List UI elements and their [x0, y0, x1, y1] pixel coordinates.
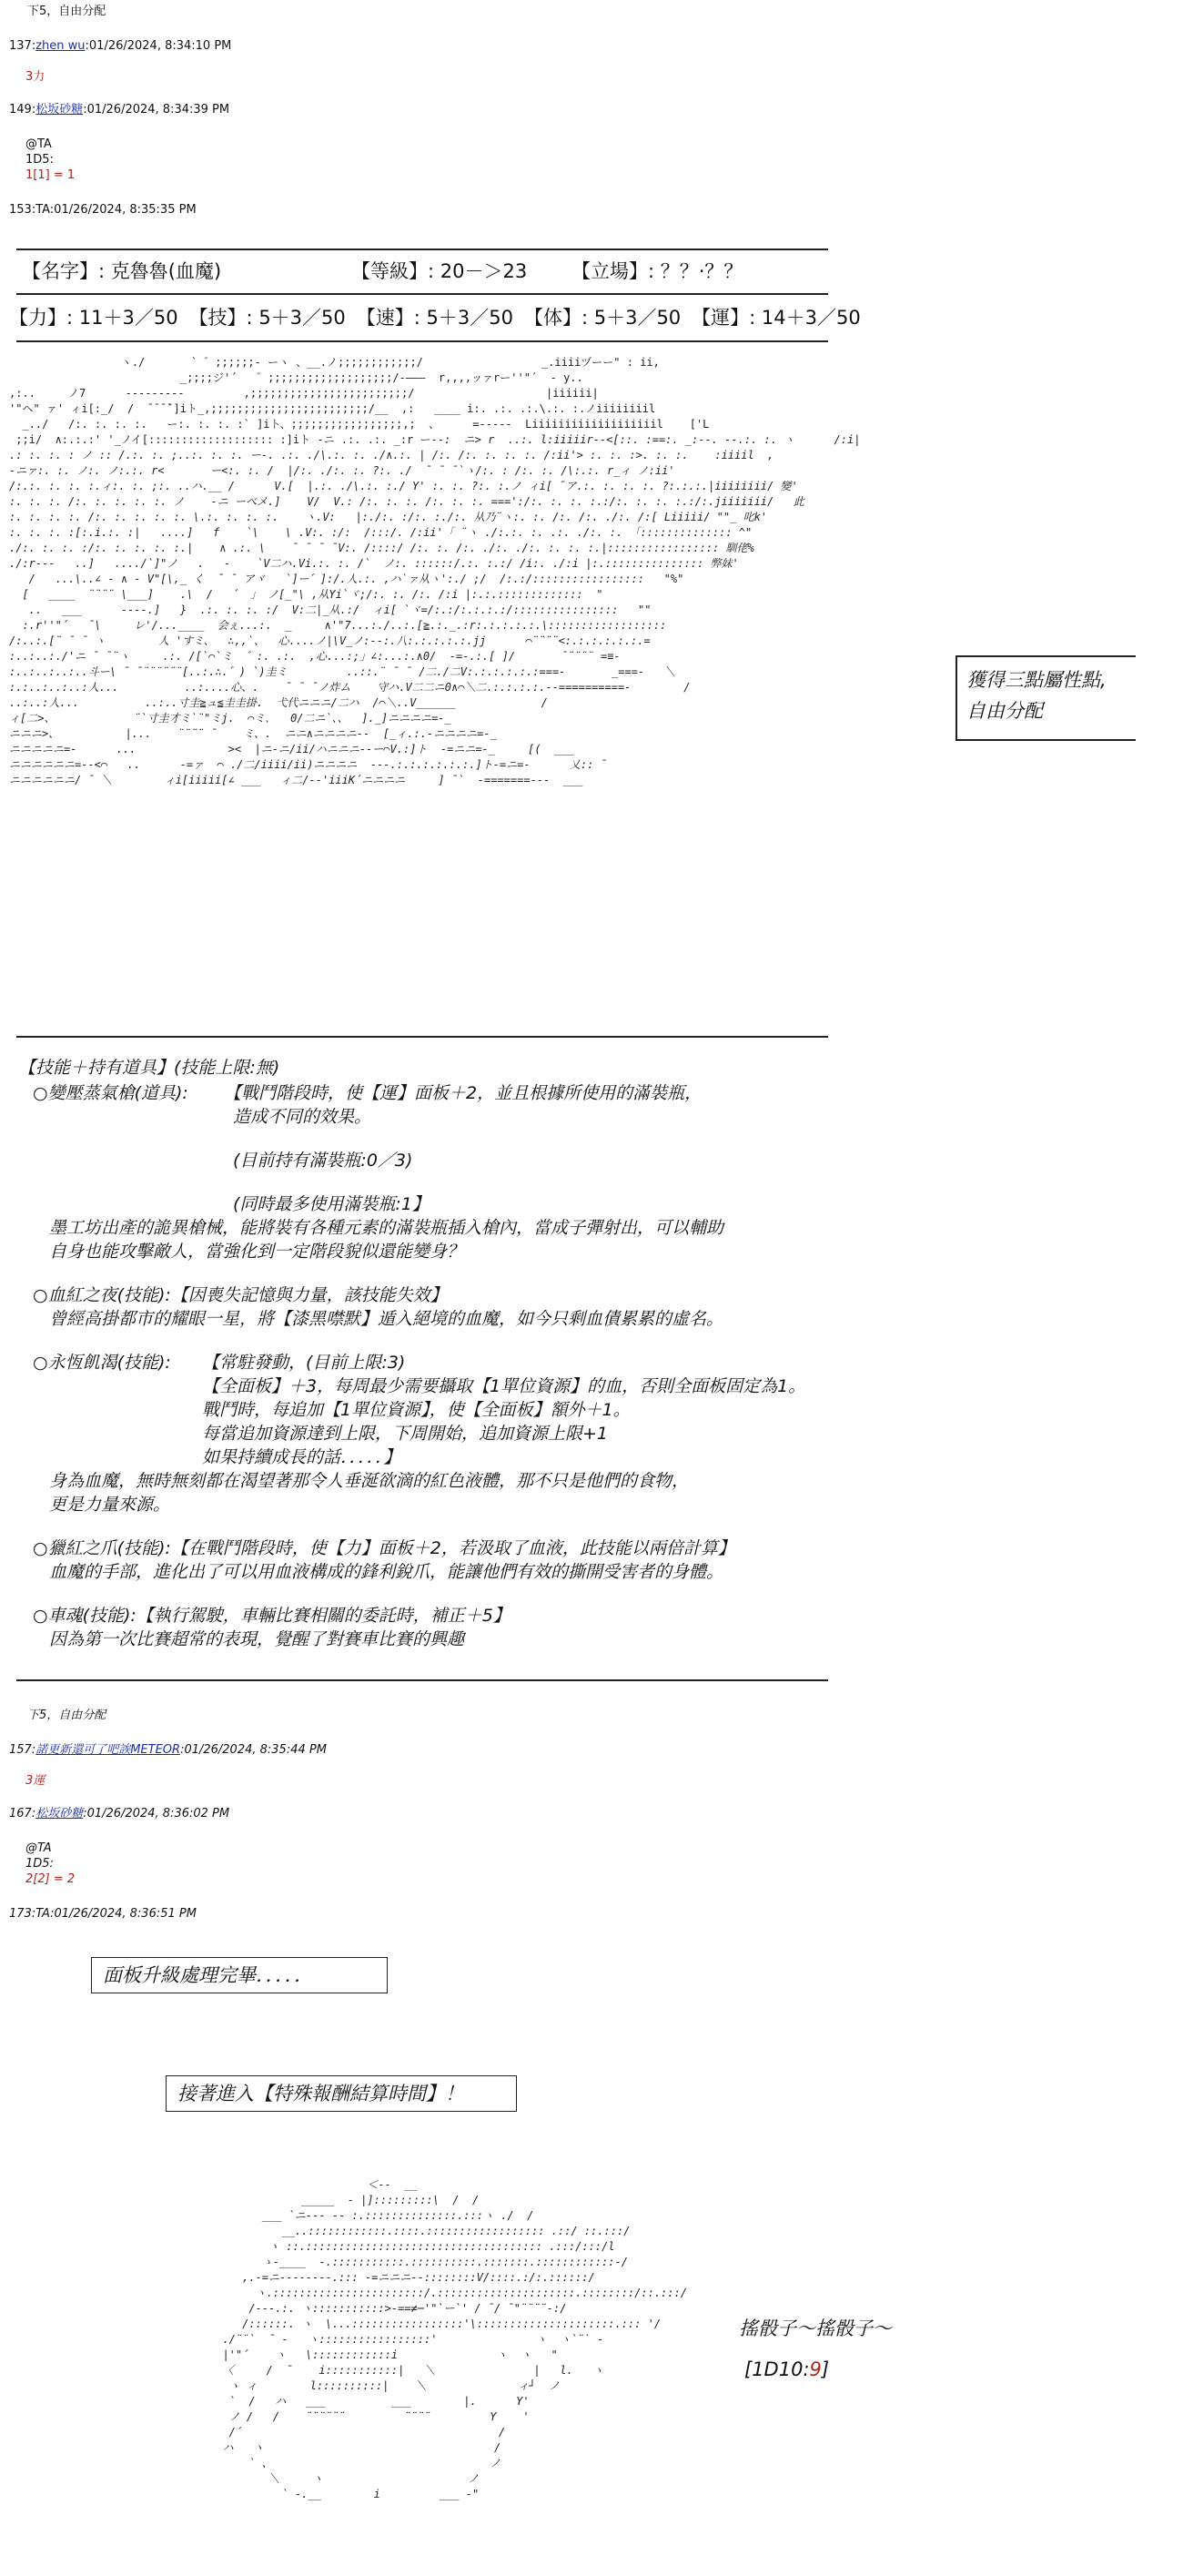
status-row-2	[4, 303, 866, 330]
status-row-1	[16, 257, 748, 284]
post-timestamp: :01/26/2024, 8:36:02 PM	[83, 1807, 230, 1820]
status-mid-border	[16, 293, 828, 295]
stat-luck: 【運】: 14＋3／50	[692, 307, 861, 329]
post-149-header	[9, 102, 229, 117]
post-137-header	[9, 38, 231, 54]
skill-5-desc: 因為第一次比賽超常的表現，覺醒了對賽車比賽的興趣	[49, 1629, 465, 1649]
status-level: 【等級】: 20－＞23	[351, 260, 528, 282]
skill-3-head: ○永恆飢渴(技能):	[33, 1353, 171, 1373]
post-author-link[interactable]: 諾更新還可了吧誒METEOR	[35, 1743, 181, 1757]
stat-tech: 【技】: 5＋3／50	[188, 307, 346, 329]
post-137-body: 3力	[25, 70, 46, 84]
skill-1-effect-l1: 【戰鬥階段時，使【運】面板＋2，並且根據所使用的滿裝瓶，	[224, 1083, 703, 1103]
post-author-link[interactable]: 松坂砂糖	[35, 1807, 84, 1820]
dice-roll-open: [1D10:	[744, 2358, 810, 2380]
post-149-body	[25, 137, 75, 183]
skill-3-effect-l1: 【常駐發動，(目前上限:3)	[202, 1353, 406, 1373]
special-reward-box: 接著進入【特殊報酬結算時間】！	[166, 2075, 517, 2112]
skill-3-effect-l2: 【全面板】＋3，每周最少需要攝取【1單位資源】的血，否則全面板固定為1。	[202, 1376, 806, 1396]
status-name: 【名字】: 克魯魯(血魔)	[22, 260, 222, 282]
dice-result	[25, 167, 75, 183]
post-153-header: 153:TA:01/26/2024, 8:35:35 PM	[9, 203, 197, 217]
post-number: 167:	[9, 1807, 36, 1820]
side-note-top-border	[956, 655, 1136, 657]
dice-result	[25, 1871, 75, 1887]
skill-1-desc-l1: 墨工坊出產的詭異槍械，能將裝有各種元素的滿裝瓶插入槍內，當成子彈射出，可以輔助	[49, 1218, 724, 1238]
dice-label: 1D5:	[25, 153, 54, 167]
skill-3-desc-l2: 更是力量來源。	[49, 1495, 171, 1515]
skill-1-effect-l2: 造成不同的效果。	[233, 1107, 372, 1127]
post-header-top: 下5，自由分配	[27, 5, 106, 18]
status-top-border	[16, 248, 828, 250]
dice-roll-close: ]	[821, 2358, 830, 2380]
post-timestamp: :01/26/2024, 8:34:10 PM	[85, 39, 232, 53]
dice-detail: [1] = 1	[33, 168, 76, 182]
post-timestamp: :01/26/2024, 8:35:44 PM	[180, 1743, 327, 1757]
post-timestamp: :01/26/2024, 8:34:39 PM	[83, 103, 230, 117]
dice-value: 1	[25, 168, 34, 182]
mention: @TA	[25, 1841, 52, 1855]
skill-3-effect-l4: 每當追加資源達到上限，下周開始，追加資源上限+1	[202, 1424, 609, 1444]
dice-roll-value: 9	[809, 2358, 822, 2380]
skills-title: 【技能＋持有道具】(技能上限:無)	[18, 1058, 280, 1078]
post-173-header: 173:TA:01/26/2024, 8:36:51 PM	[9, 1907, 197, 1921]
side-note-line1: 獲得三點屬性點,	[966, 669, 1107, 691]
post-157-header	[9, 1742, 327, 1758]
skills-top-border	[16, 1036, 828, 1038]
post-header-mid: 下5，自由分配	[27, 1709, 106, 1722]
status-bottom-border	[16, 340, 828, 342]
post-number: 157:	[9, 1743, 36, 1757]
status-stance: 【立場】: ？？·？？	[571, 260, 743, 282]
side-note-left-border	[956, 655, 957, 739]
skill-3-effect-l3: 戰鬥時，每追加【1單位資源】，使【全面板】額外＋1。	[202, 1400, 631, 1420]
post-number: 137:	[9, 39, 36, 53]
skill-3-desc-l1: 身為血魔，無時無刻都在渴望著那令人垂涎欲滴的紅色液體，那不只是他們的食物，	[49, 1471, 690, 1491]
ascii-art-character: ヽ./ ` ゛;;;;;;- ーヽ 、__.ノ;;;;;;;;;;;;/ _.iiiiヅーー" : ii, _;;;;ジ'´ ゛;;;;;;;;;;;;;;;;;;;/-――― r,,,,ッァrー''"´ ‐ y.. ,:.. ノ7 --------- ,;;;;;;;;;;;;;;;;;;;;;;;;/ |iiiiii| '"ヘ" ァ' ィi[:_/ / ̄ ̄ ̄ ̄`]iト_,;;;;;;;;;;;;;;;;;;;;;;;;/__ ,: ____ i:. .:. .:.\.:. :.ノiiiiiiiil _../ /:. :. :. :. ー:. :. :. :` ]iト、;;;;;;;;;;;;;;;;;,; 、 =----- Liiiiiiiiiiiiiiiiiiil ['L ;;i/ ∧:.:.:' '_ノイ[::::::::::::::::::: :]iト -ニ .:. .:. _:r ー--: ニ> r ..:. l:iiiiir--<[::. :==:. _:--. --.:. :. ヽ /:i| .: :. :. : ノ :: /.:. :. ;..:. :. :. ー-. .:. ./\.:. :. ./∧.:. | /:. /:. :. :. :. /:ii'> :. :. :>. :. :. :iiiil , -ニァ:. :. ノ:. ノ:.:. r< ー<:. :. / |/:. ./:. :. ?:. ./ ̄ ̄ ̄`ヽ/:. : /:. :. /\:.:. r_ィ ノ:ii' /:.:. :. :. :.ィ:. :. ;:. ..ハ.__ / V.[ |.:. ./\.:. :./ Y' :. :. ?:. :.ノ ィi[ ̄ア.:. :. :. :. ?:.:.:.|iiiiiiii/ 變' :. :. :. /:. :. :. :. :. ノ -ニ ーべメ.] V/ V.: /:. :. :. /:. :. :. ===':/:. :. :. :.:/:. :. :. :.:/:.jiiiiiii/ 此 :. :. :. :. /:. :. :. :. :. \.:. :. :. :. ヽ.V: |:./:. :/:. :./:. 从乃¨ヽ:. :. /:. /:. ./:. /:[ Liiiii/ ""_ 叱k' :. :. :. :[:.i.:. :| ....] f `\ \ .V:. :/: /:::/. /:ii'「 ¨ヽ ./:.:. :. .:. ./:. :. 「:::::::::::::: ^" ./:. :. :. :/:. :. :. :. :.| ∧ .:. \ ̄ ̄ ̄ ̄V:. /::::/ /:. :. /:. ./:. ./:. :. :. :.|::::::::::::::::: 馴佬% ./:r--- ..] ..../`]"ノ . - `V二ハ.Vi.:. :. /` ノ:. ::::::/.:. :.:/ /i:. ./:i |:.::::::::::::::: 弊妹' / ...\..∠ - ∧ - V"[\,_ く ̄ ̄ アヾ `]ー゛]:/.人.:. ,ハ`ァ从ヽ':./ ;/ /:.:/::::::::::::::::: "%" [ ____ ¨¨¨¨ \___] .\ / ゛ 」 ノ[_"\ ,从Yi`ヾ;/:. :. /:. /:i |:.:.::::::::::::: " .. ___ ----.] } .:. :. :. :/ V:二|_从.:/ ィi[ `ヾ=/:.:/:.:.:.:/:::::::::::::::: "" :.r''"´ ̄\ レ'/...____ 会ぇ...:. _ ∧'"7...:./..:.[≧.:._.:r:.:.:.:.:.\:::::::::::::::::: /:..:.[¨ ̄ ̄ ヽ 人 'すミ、 ∴,,`、 心....ノ|\V_ノ:--:.八:.:.:.:.:.jj ⌒¨¨¨¨<:.:.:.:.:.:.= :..:..:./'ニ ̄ ̄¨ヽ .:. /[`⌒`ミ ゛:. .:. ,心...:;」∠:...:.∧0/ -=-.:.[ ]/ ̄¨¨¨¨ =≡- :..:..:..:..斗ー\ ̄ ̄¨¨¨¨¨¨[..:.∴.゛) `)圭ミ ..::.¨ ̄ ̄ /二./二V:.:.:.:.:.:===- _===- ＼ :.:..:..:..:人... ..:....心、. ̄ ̄ ̄ノ炸ム 守ハ.V二二ニ0∧⌒＼二.:.:.:.:.--==========- / ..:..:人... ..:..寸圭≧ュ≦圭圭掛. 弋代ニニニ/二ハ /⌒＼..V______ / ィ[二>、 ¨`寸圭才ミ`¨"ミj. ⌒ミ､ 0/二ニ`、、 ]._]ニニニニ=-_ ニニニ>、 |... ¨¨¨¨ ̄ ミ、. ニニ∧ニニニニ-- [_ィ.:.-ニニニニ=-_ ニニニニニ=- ... >< |ニ-ニ/ii/ハニニニ--ー⌒V.:]ト -=ニニ=-_ [( ___ ニニニニニニ=--<⌒ .. -=ァ ⌒ ./二/iiii/ii)ニニニニ ---.:.:.:.:.:.:.]ト-=ニ=- 乂:: ̄ ニニニニニニ/ ̄ ＼ ィi[iiiii[∠ ___ ィ二/--'iiiK´ニニニニ ] ̄` -=======--- ___	[9, 356, 861, 786]
skill-2-head: ○血紅之夜(技能):【因喪失記憶與力量，該技能失效】	[33, 1285, 448, 1305]
skill-3-effect-l5: 如果持續成長的話．．．．．】	[202, 1447, 401, 1467]
dice-roll-result	[744, 2358, 829, 2382]
side-note-bottom-border	[956, 739, 1136, 741]
skill-5-head: ○車魂(技能):【執行駕駛，車輛比賽相關的委託時，補正＋5】	[33, 1606, 511, 1626]
ascii-art-face: ＜-- __ _____ - |]:::::::::\ / / ___ `ニ--- -- :.::::::::::::::.:::ヽ ./ / __..::::::::::::.::::.:::::::::::::::::: .::/ ::.:::/ ヽ ::.:::::::::::::::::::::::::::::::::::: .:::/:::/l ゝ-____ -.:::::::::::.::::::::::.:::::::.::::::::::::-/ ,.-=ニ--------.::: -=ニニニ--::::::::V/::::.:/:.::::::/ ヽ.:::::::::::::::::::::::/.:::::::::::::::::::::.::::::::/::.:::/ /---.:. ヽ:::::::::::>-==≠─'"`ー`' / ̄/ ̄"¨¨¨¨-:/ /::::::. ヽ \...:::::::::::::::::'\:::::::::::::::::::::.::: '/ ./¨¨` ̄ - ヽ:::::::::::::::::' ヽ ヽ`¨` - |'"´ ヽ \::::::::::::i ヽ ヽ " 〈 / ̄ i:::::::::::| ＼ | l. ヽ ヽ ィ l::::::::::| ＼ ィ┘ ノ ` / ハ ___ ___ |. Y' ノ / / ¨¨¨¨¨¨ ¨¨¨¨ Y ' /´ / ハ ヽ / ` 、 ノ ＼ ヽ ノ ` -.__ i ___ -"	[222, 2178, 687, 2500]
stat-speed: 【速】: 5＋3／50	[356, 307, 513, 329]
skill-1-desc-l2: 自身也能攻擊敵人，當強化到一定階段貌似還能變身？	[49, 1242, 465, 1262]
skill-1-effect-l4: (同時最多使用滿裝瓶:1】	[233, 1194, 430, 1214]
dice-value: 2	[25, 1872, 34, 1886]
stat-body: 【体】: 5＋3／50	[523, 307, 682, 329]
dice-roll-text: 搖骰子～搖骰子～	[739, 2317, 892, 2339]
side-note-line2: 自由分配	[966, 700, 1043, 722]
skill-2-desc: 曾經高掛都市的耀眼一星，將【漆黑噤默】遁入絕境的血魔，如今只剩血債累累的虛名。	[49, 1309, 724, 1329]
post-author-link[interactable]: 松坂砂糖	[35, 103, 84, 117]
side-note	[966, 664, 1107, 726]
post-167-header	[9, 1806, 229, 1821]
dice-label: 1D5:	[25, 1857, 54, 1871]
skills-bottom-border	[16, 1679, 828, 1681]
upgrade-done-box: 面板升級處理完畢．．．．．	[91, 1957, 388, 1993]
skill-1-head: ○變壓蒸氣槍(道具):	[33, 1083, 188, 1103]
skill-4-desc: 血魔的手部，進化出了可以用血液構成的鋒利銳爪，能讓他們有效的撕開受害者的身體。	[49, 1562, 724, 1582]
stat-str: 【力】: 11＋3／50	[9, 307, 178, 329]
post-number: 149:	[9, 103, 36, 117]
skill-4-head: ○獵紅之爪(技能):【在戰鬥階段時，使【力】面板＋2，若汲取了血液，此技能以兩倍計算】	[33, 1538, 735, 1558]
dice-detail: [2] = 2	[33, 1872, 76, 1886]
skill-1-effect-l3: (目前持有滿裝瓶:0／3)	[233, 1151, 413, 1171]
post-author-link[interactable]: zhen wu	[35, 39, 86, 53]
mention: @TA	[25, 137, 52, 151]
post-157-body: 3運	[25, 1774, 46, 1788]
post-167-body	[25, 1841, 75, 1887]
